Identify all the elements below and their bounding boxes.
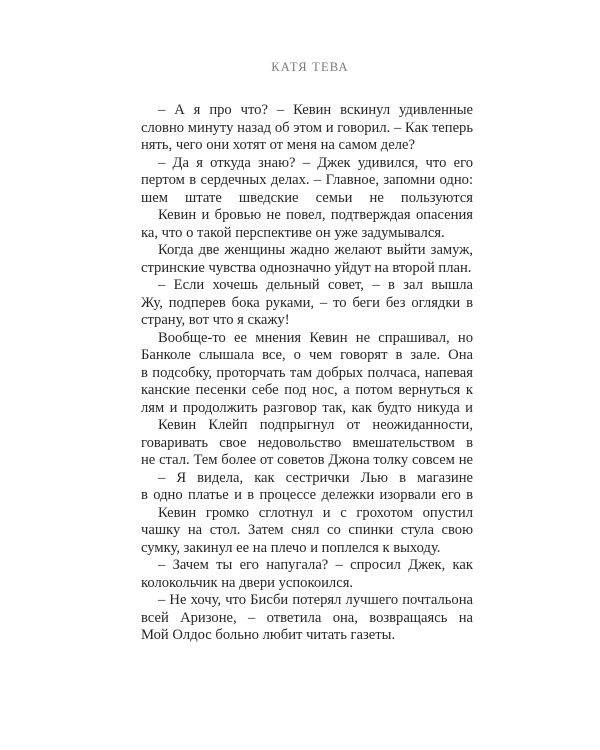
text-line: чашку на стол. Затем снял со спинки стула свою xyxy=(141,522,473,538)
text-line: Кевин и бровью не повел, подтверждая опасения xyxy=(158,207,473,223)
text-line: – Не хочу, что Бисби потерял лучшего почтальона xyxy=(158,592,473,608)
text-line: шем штате шведские семьи не пользуются xyxy=(141,189,473,206)
text-line: стринские чувства однозначно уйдут на второй план. xyxy=(141,259,472,276)
text-line: Когда две женщины жадно желают выйти замуж, xyxy=(158,242,473,258)
text-line: страну, вот что я скажу! xyxy=(141,312,290,328)
text-line: словно минуту назад об этом и говорил. – Как теперь xyxy=(141,119,473,136)
text-line: Мой Олдос больно любит читать газеты. xyxy=(141,627,396,643)
text-line: всей Аризоне, – ответила она, возвращаясь на xyxy=(141,609,473,626)
text-line: – Если хочешь дельный совет, – в зал вышла xyxy=(158,277,473,293)
text-line: Кевин громко сглотнул и с грохотом опустил xyxy=(158,504,473,521)
text-line: не стал. Тем более от советов Джона толку совсем не xyxy=(141,452,473,468)
text-line: ка, что о такой перспективе он уже задумывался. xyxy=(141,224,445,241)
text-line: – Да я откуда знаю? – Джек удивился, что его xyxy=(158,154,473,171)
text-line: говаривать свое недовольство вмешательством в xyxy=(141,434,473,451)
text-line: в одно платье и в процессе дележки изорвали его в xyxy=(141,487,473,503)
text-line: Кевин Клейп подпрыгнул от неожиданности, xyxy=(158,417,473,433)
text-line: сумку, закинул ее на плечо и поплелся к выходу. xyxy=(141,539,441,556)
running-header: КАТЯ ТЕВА xyxy=(271,60,349,74)
text-line: – Я видела, как сестрички Лью в магазине xyxy=(158,469,473,486)
text-line: – Зачем ты его напугала? – спросил Джек, как xyxy=(158,557,473,573)
text-line: лям и продолжить разговор так, как будто никуда и xyxy=(141,399,473,416)
text-line: Вообще-то ее мнения Кевин не спрашивал, но xyxy=(158,329,473,346)
text-line: – А я про что? – Кевин вскинул удивленные xyxy=(158,102,473,118)
text-line: колокольчик на двери успокоился. xyxy=(141,574,354,591)
text-line: канские песенки себе под нос, а потом вернуться к xyxy=(141,382,473,398)
text-line: пертом в сердечных делах. – Главное, запомни одно: xyxy=(141,172,473,188)
text-line: Банколе слышала все, о чем говорят в зале. Она xyxy=(141,347,473,363)
text-line: в подсобку, проторчать там добрых полчаса, напевая xyxy=(141,364,473,381)
body-text xyxy=(141,102,473,645)
text-line: нять, чего они хотят от меня на самом деле? xyxy=(141,137,415,153)
text-line: Жу, подперев бока руками, – то беги без оглядки в xyxy=(141,294,473,311)
